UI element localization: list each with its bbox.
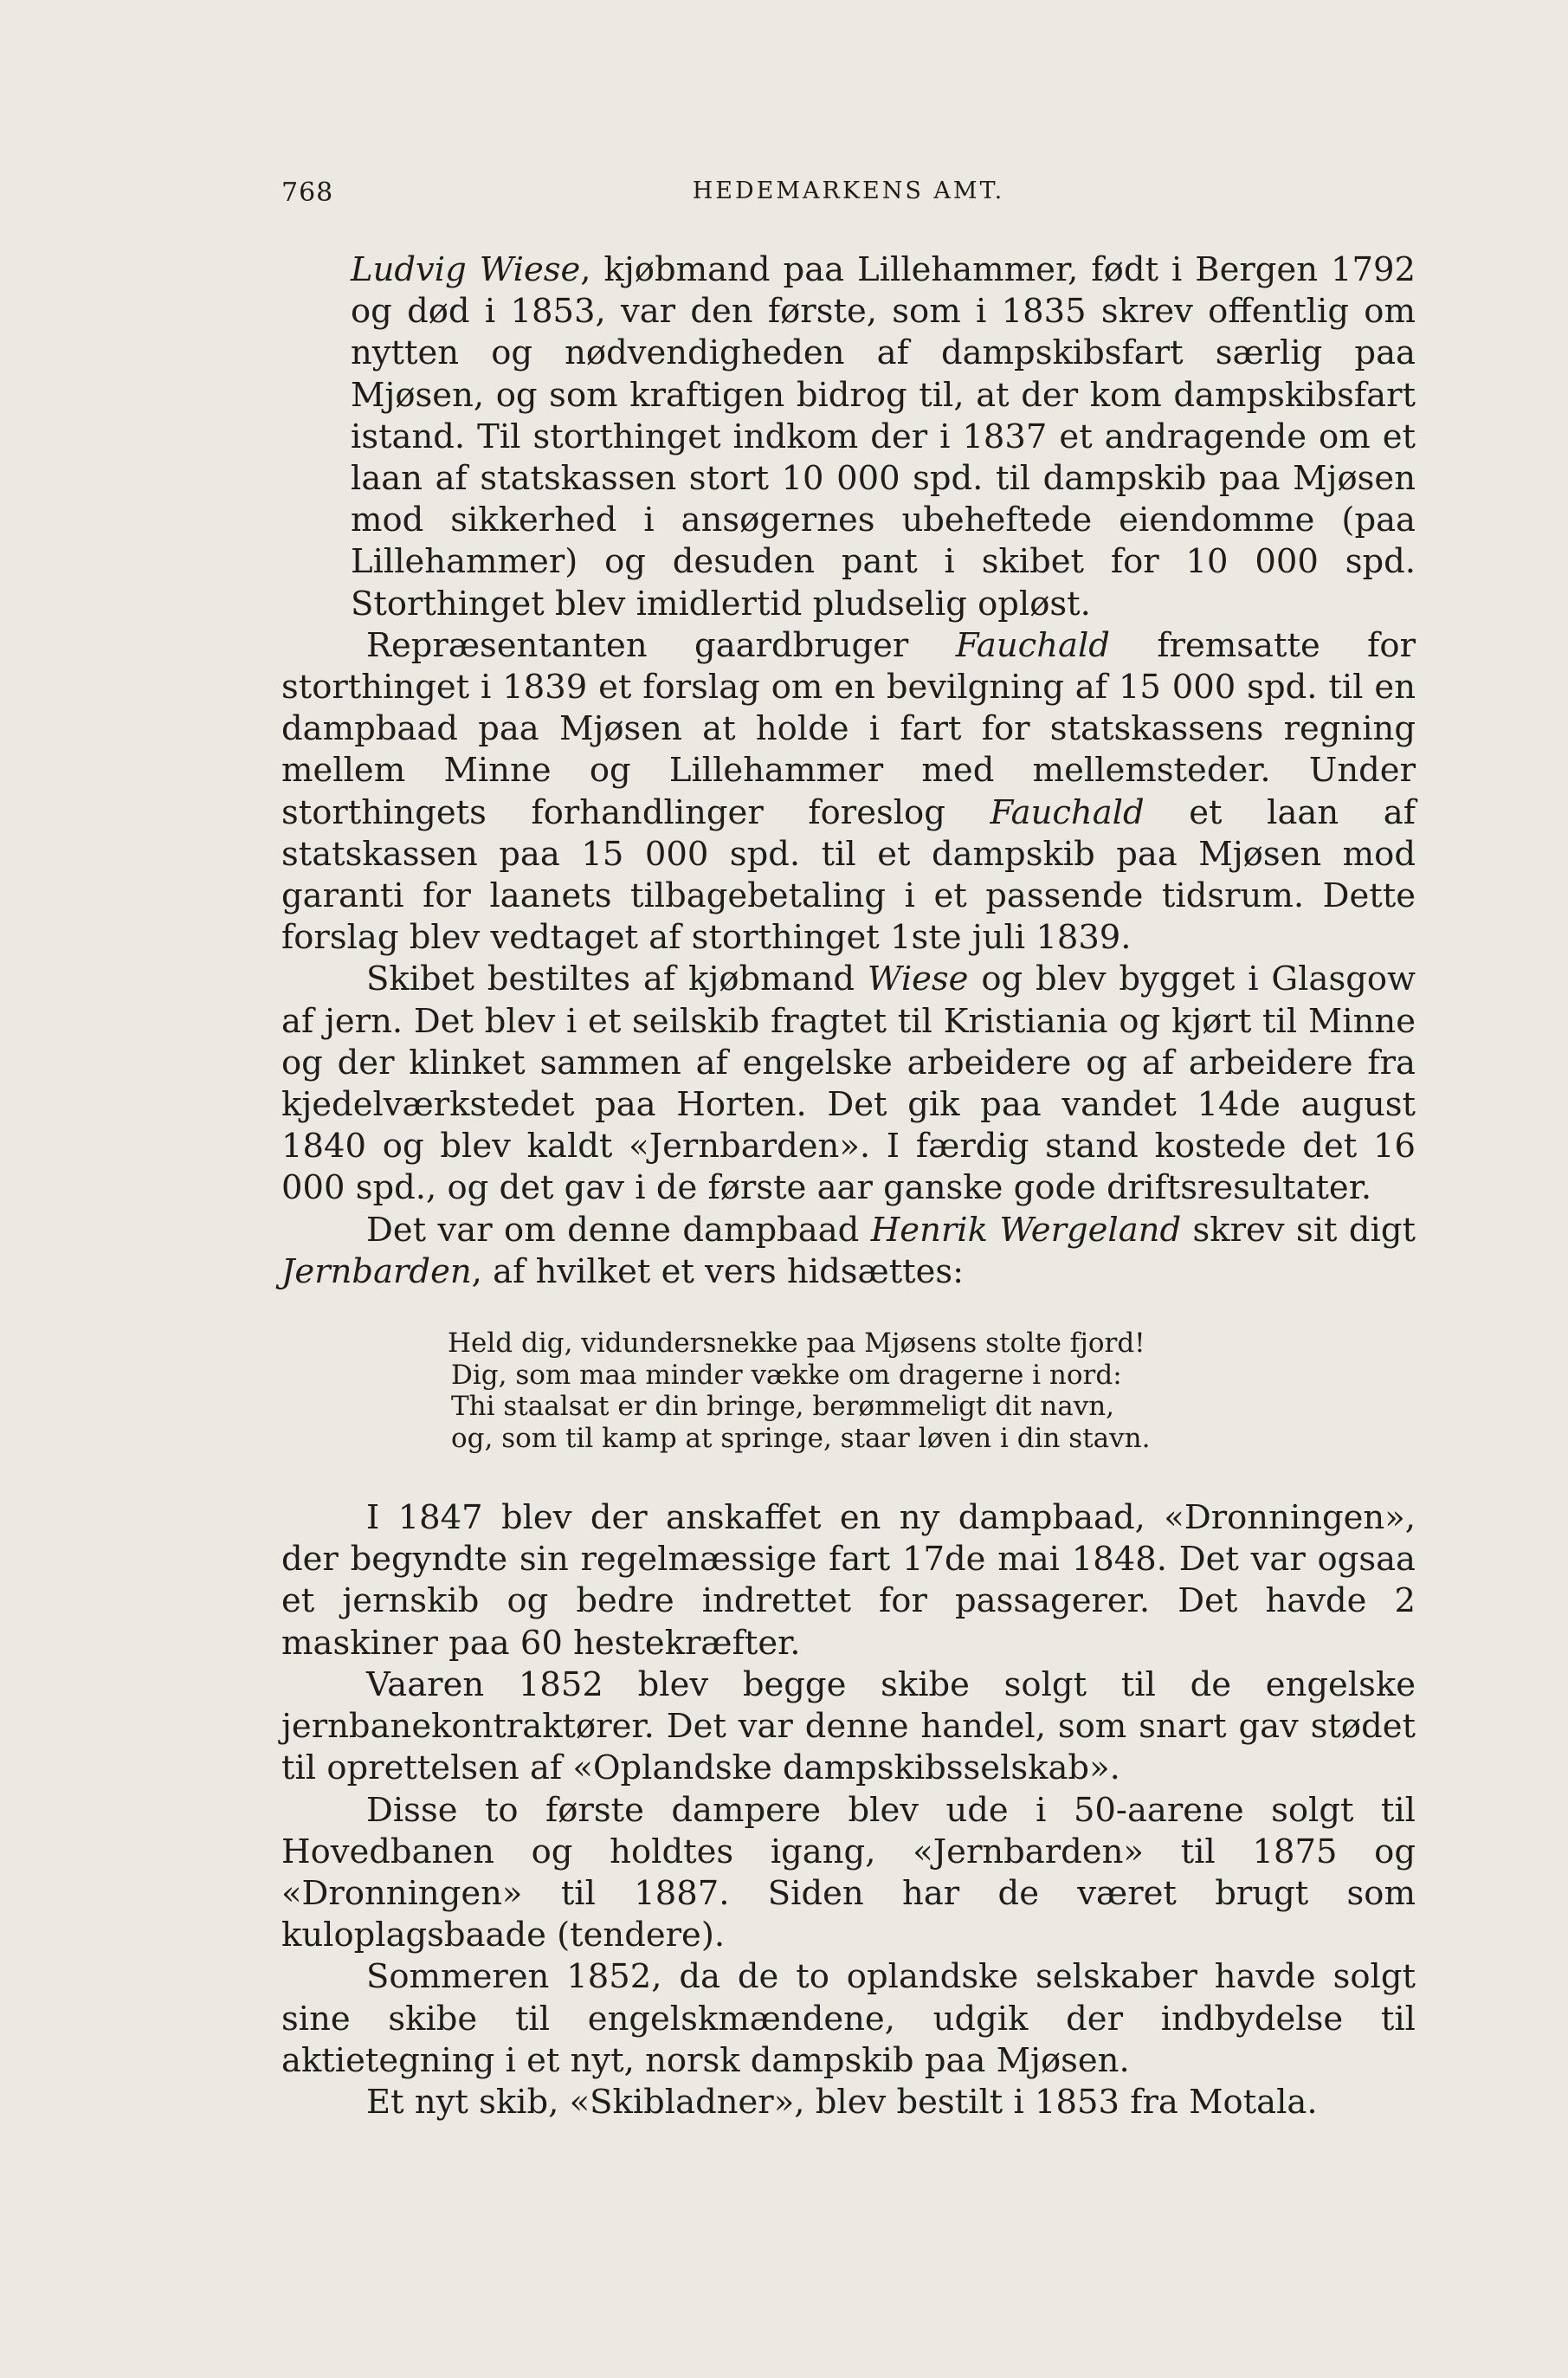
poem-verse: [448, 1328, 1416, 1454]
paragraph: Sommeren 1852, da de to oplandske selskaber havde solgt sine skibe til engelskmændene, udgik der indbydelse til aktietegning i et nyt, norsk dampskib paa Mjøsen.: [281, 1957, 1416, 2080]
paragraph: [281, 1210, 1416, 1293]
poem-line: Thi staalsat er din bringe, berømmeligt dit navn,: [451, 1391, 1115, 1423]
text-segment: og blev bygget i Glasgow af jern. Det blev i et seilskib fragtet til Kristiania og kjørt til Minne og der klinket sammen af engelske arbeidere og af arbeidere fra kjedelværkstedet paa Horten. Det gik paa vandet 14de august 1840 og blev kaldt «Jernbarden». I færdig stand kostede det 16 000 spd., og det gav i de første aar ganske gode driftsresultater.: [281, 960, 1416, 1208]
italic-name: Ludvig Wiese: [351, 250, 581, 289]
poem-line: Held dig, vidundersnekke paa Mjøsens stolte fjord!: [448, 1328, 1145, 1360]
text-segment: et laan af statskassen paa 15 000 spd. til et dampskib paa Mjøsen mod garanti for laanets tilbagebetaling i et passende tidsrum. Dette forslag blev vedtaget af storthinget 1ste juli 1839.: [281, 792, 1416, 958]
text-segment: skrev sit digt: [1181, 1210, 1416, 1250]
italic-name: Fauchald: [990, 792, 1145, 832]
text-segment: Skibet bestiltes af kjøbmand: [366, 960, 868, 999]
page-number: 768: [281, 178, 334, 208]
paragraph: I 1847 blev der anskaffet en ny dampbaad, «Dronningen», der begyndte sin regelmæssige fart 17de mai 1848. Det var ogsaa et jernskib og bedre indrettet for passagerer. Det havde 2 maskiner paa 60 hestekræfter.: [281, 1498, 1416, 1663]
text-segment: fremsatte for storthinget i 1839 et forslag om en bevilgning af 15 000 spd. til en dampbaad paa Mjøsen at holde i fart for statskassens regning mellem Minne og Lillehammer med mellemsteder. Under storthingets forhandlinger foreslog: [281, 625, 1416, 832]
italic-name: Wiese: [867, 960, 969, 999]
text-segment: , kjøbmand paa Lillehammer, født i Bergen 1792 og død i 1853, var den første, som i 1835 skrev offentlig om nytten og nødvendigheden af dampskibsfart særlig paa Mjøsen, og som kraftigen bidrog til, at der kom dampskibsfart istand. Til storthinget indkom der i 1837 et andragende om et laan af statskassen stort 10 000 spd. til dampskib paa Mjøsen mod sikkerhed i ansøgernes ubeheftede eiendomme (paa Lillehammer) og desuden pant i skibet for 10 000 spd. Storthinget blev imidlertid pludselig opløst.: [351, 250, 1416, 624]
paragraph: [281, 959, 1416, 1209]
italic-name: Fauchald: [955, 625, 1110, 665]
poem-line: og, som til kamp at springe, staar løven i din stavn.: [451, 1422, 1151, 1454]
italic-title: Jernbarden: [281, 1251, 472, 1291]
paragraph: Vaaren 1852 blev begge skibe solgt til de engelske jernbanekontraktører. Det var denne handel, som snart gav stødet til oprettelsen af «Oplandske dampskibsselskab».: [281, 1664, 1416, 1788]
italic-name: Henrik Wergeland: [870, 1210, 1182, 1250]
paragraph: Et nyt skib, «Skibladner», blev bestilt i 1853 fra Motala.: [366, 2082, 1318, 2122]
paragraph: [281, 249, 1416, 625]
running-head: HEDEMARKENS AMT.: [692, 178, 1005, 204]
paragraph: [281, 625, 1416, 960]
text-segment: , af hvilket et vers hidsættes:: [471, 1251, 965, 1291]
paragraph: Disse to første dampere blev ude i 50-aarene solgt til Hovedbanen og holdtes igang, «Jernbarden» til 1875 og «Dronningen» til 1887. Siden har de været brugt som kuloplagsbaade (tendere).: [281, 1790, 1416, 1955]
text-segment: Repræsentanten gaardbruger: [366, 625, 956, 665]
page-header: [281, 178, 1416, 212]
page-body: [281, 249, 1416, 2123]
poem-line: Dig, som maa minder vække om dragerne i nord:: [451, 1359, 1122, 1391]
text-segment: Det var om denne dampbaad: [366, 1210, 871, 1250]
